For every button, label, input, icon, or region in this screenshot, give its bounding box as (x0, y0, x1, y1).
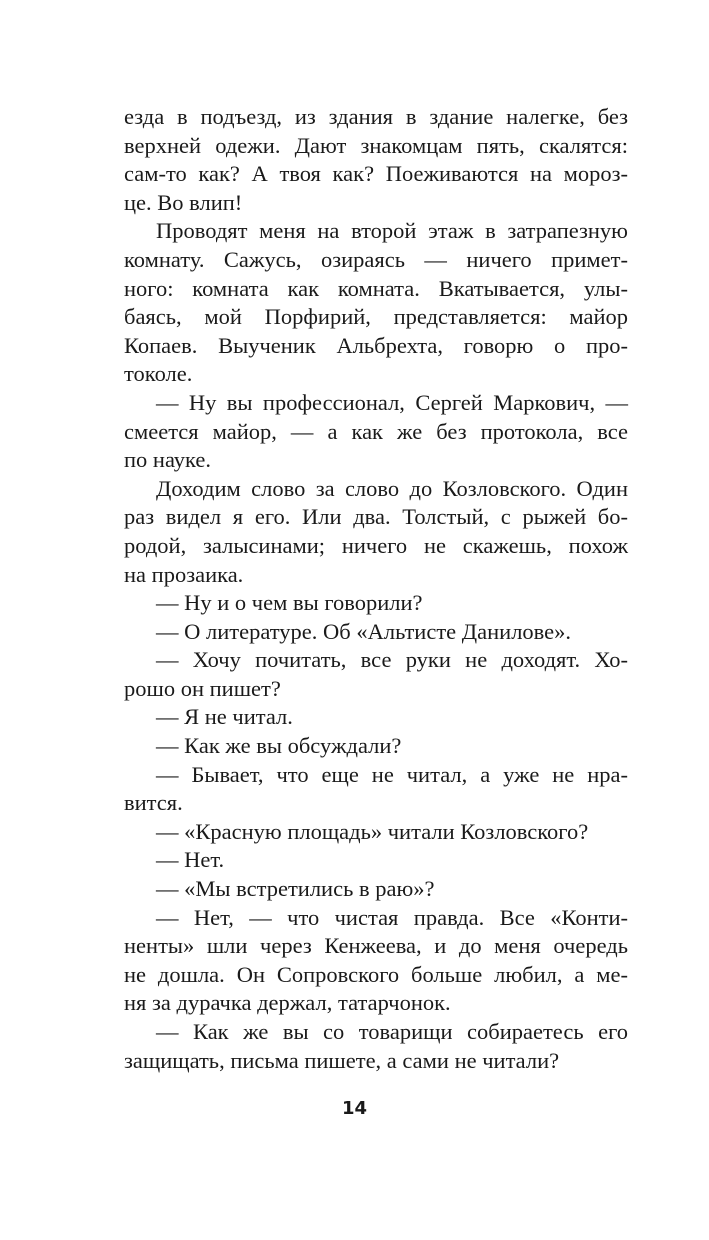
text-line: ня за дурачка держал, татарчонок. (124, 990, 451, 1016)
text-line: раз видел я его. Или два. Толстый, с рыжей бо- (124, 504, 628, 530)
text-line: — Я не читал. (156, 704, 293, 730)
text-line: ного: комната как комната. Вкатывается, улы- (124, 275, 628, 301)
text-line: токоле. (124, 361, 193, 387)
text-line: — Хочу почитать, все руки не доходят. Хо- (156, 647, 628, 673)
text-line: баясь, мой Порфирий, представляется: майор (124, 304, 628, 330)
text-line: — Ну и о чем вы говорили? (156, 590, 423, 616)
body-text (124, 103, 628, 1075)
text-line: вится. (124, 790, 183, 816)
text-line: — Нет. (156, 847, 225, 873)
text-line: — «Красную площадь» читали Козловского? (156, 818, 589, 844)
text-line: — Как же вы со товарищи собираетесь его (156, 1019, 628, 1044)
page-number: 14 (341, 1098, 368, 1119)
text-line: родой, залысинами; ничего не скажешь, похож (124, 532, 628, 558)
text-line: верхней одежи. Дают знакомцам пять, скалятся: (124, 132, 628, 158)
text-line: сам-то как? А твоя как? Поеживаются на мороз- (124, 161, 628, 187)
text-line: Копаев. Выученик Альбрехта, говорю о про- (124, 332, 628, 358)
text-line: не дошла. Он Сопровского больше любил, а ме- (124, 961, 628, 987)
text-line: комнату. Сажусь, озираясь — ничего примет- (124, 246, 628, 272)
text-line: — «Мы встретились в раю»? (156, 876, 435, 902)
text-line: Проводят меня на второй этаж в затрапезную (156, 218, 628, 244)
text-line: езда в подъезд, из здания в здание налегке, без (124, 104, 628, 129)
text-line: смеется майор, — а как же без протокола, все (124, 418, 628, 444)
text-line: це. Во влип! (124, 189, 243, 215)
text-line: — Нет, — что чистая правда. Все «Конти- (156, 904, 628, 930)
text-line: — Бывает, что еще не читал, а уже не нра- (156, 761, 628, 787)
text-line: рошо он пишет? (124, 675, 281, 701)
text-line: — О литературе. Об «Альтисте Данилове». (156, 618, 572, 644)
text-line: на прозаика. (124, 561, 244, 587)
text-line: Доходим слово за слово до Козловского. Один (156, 475, 628, 501)
text-line: — Как же вы обсуждали? (156, 733, 402, 759)
text-line: ненты» шли через Кенжеева, и до меня очередь (124, 933, 628, 959)
text-line: по науке. (124, 447, 212, 473)
text-line: защищать, письма пишете, а сами не читали? (124, 1047, 560, 1073)
text-line: — Ну вы профессионал, Сергей Маркович, — (156, 389, 628, 415)
